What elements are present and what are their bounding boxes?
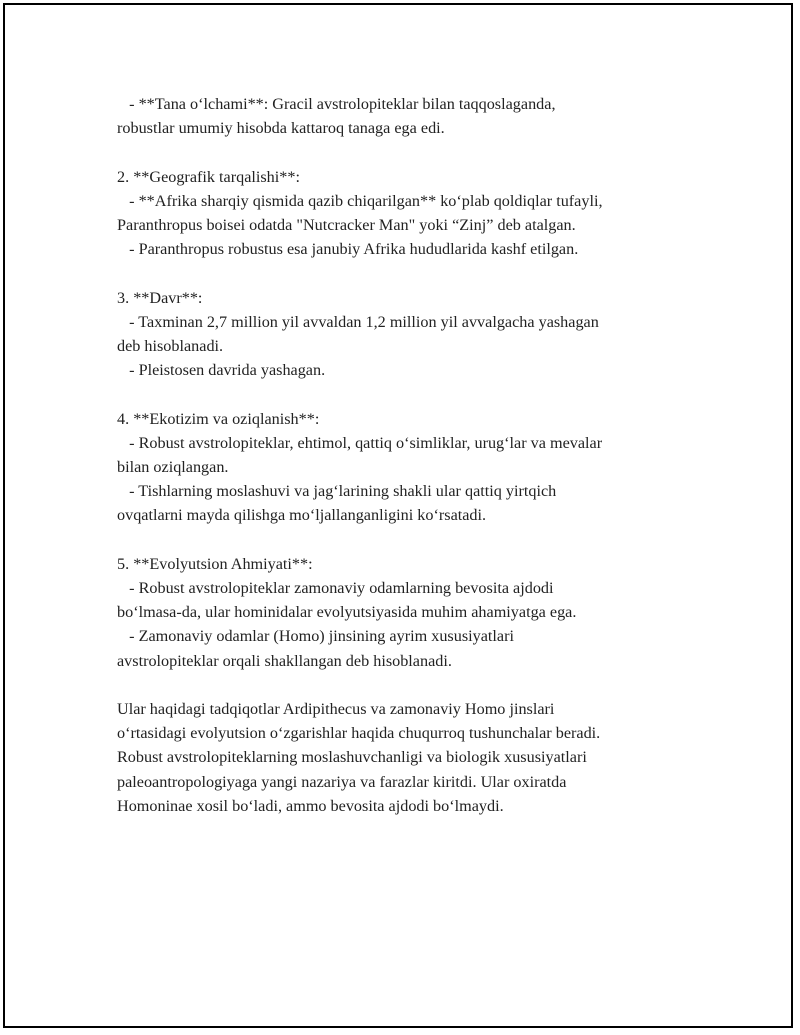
- text-line: robustlar umumiy hisobda kattaroq tanaga ega edi.: [117, 119, 445, 138]
- text-line: bilan oziqlangan.: [117, 458, 229, 476]
- section-heading: 3. **Davr**:: [117, 288, 203, 307]
- section-body-size: [117, 92, 697, 140]
- section-evolution: [117, 552, 697, 673]
- text-line: - **Afrika sharqiy qismida qazib chiqarilgan** ko‘plab qoldiqlar tufayli,: [117, 191, 603, 210]
- section-ecosystem: [117, 407, 697, 528]
- document-body: [117, 92, 697, 818]
- text-line: o‘rtasidagi evolyutsion o‘zgarishlar haqida chuqurroq tushunchalar beradi.: [117, 724, 601, 743]
- paragraph-gap: [117, 140, 697, 164]
- section-period: [117, 286, 697, 383]
- text-line: bo‘lmasa-da, ular hominidalar evolyutsiyasida muhim ahamiyatga ega.: [117, 603, 577, 622]
- paragraph-gap: [117, 261, 697, 285]
- paragraph-gap: [117, 528, 697, 552]
- text-line: paleoantropologiyaga yangi nazariya va farazlar kiritdi. Ular oxiratda: [117, 772, 567, 791]
- section-geography: [117, 165, 697, 262]
- section-heading: 2. **Geografik tarqalishi**:: [117, 167, 300, 186]
- paragraph-gap: [117, 673, 697, 697]
- text-line: deb hisoblanadi.: [117, 337, 224, 355]
- text-line: Robust avstrolopiteklarning moslashuvchanligi va biologik xususiyatlari: [117, 748, 587, 767]
- paragraph-gap: [117, 382, 697, 406]
- text-line: Ular haqidagi tadqiqotlar Ardipithecus va zamonaviy Homo jinslari: [117, 700, 555, 718]
- text-line: - Taxminan 2,7 million yil avvaldan 1,2 million yil avvalgacha yashagan: [117, 312, 599, 331]
- text-line: - Robust avstrolopiteklar zamonaviy odamlarning bevosita ajdodi: [117, 579, 554, 597]
- text-line: ovqatlarni mayda qilishga mo‘ljallanganligini ko‘rsatadi.: [117, 506, 487, 525]
- conclusion-paragraph: [117, 697, 697, 818]
- section-heading: 4. **Ekotizim va oziqlanish**:: [117, 409, 320, 428]
- text-line: - Pleistosen davrida yashagan.: [117, 361, 326, 380]
- text-line: - Tishlarning moslashuvi va jag‘larining shakli ular qattiq yirtqich: [117, 482, 557, 501]
- section-heading: 5. **Evolyutsion Ahmiyati**:: [117, 554, 313, 573]
- text-line: Paranthropus boisei odatda "Nutcracker Man" yoki “Zinj” deb atalgan.: [117, 216, 576, 234]
- text-line: - Robust avstrolopiteklar, ehtimol, qattiq o‘simliklar, urug‘lar va mevalar: [117, 433, 603, 452]
- text-line: avstrolopiteklar orqali shakllangan deb hisoblanadi.: [117, 651, 452, 670]
- text-line: - Zamonaviy odamlar (Homo) jinsining ayrim xususiyatlari: [117, 627, 514, 646]
- text-line: Homoninae xosil bo‘ladi, ammo bevosita ajdodi bo‘lmaydi.: [117, 796, 504, 815]
- text-line: - **Tana o‘lchami**: Gracil avstrolopiteklar bilan taqqoslaganda,: [117, 95, 556, 113]
- text-line: - Paranthropus robustus esa janubiy Afrika hududlarida kashf etilgan.: [117, 240, 579, 259]
